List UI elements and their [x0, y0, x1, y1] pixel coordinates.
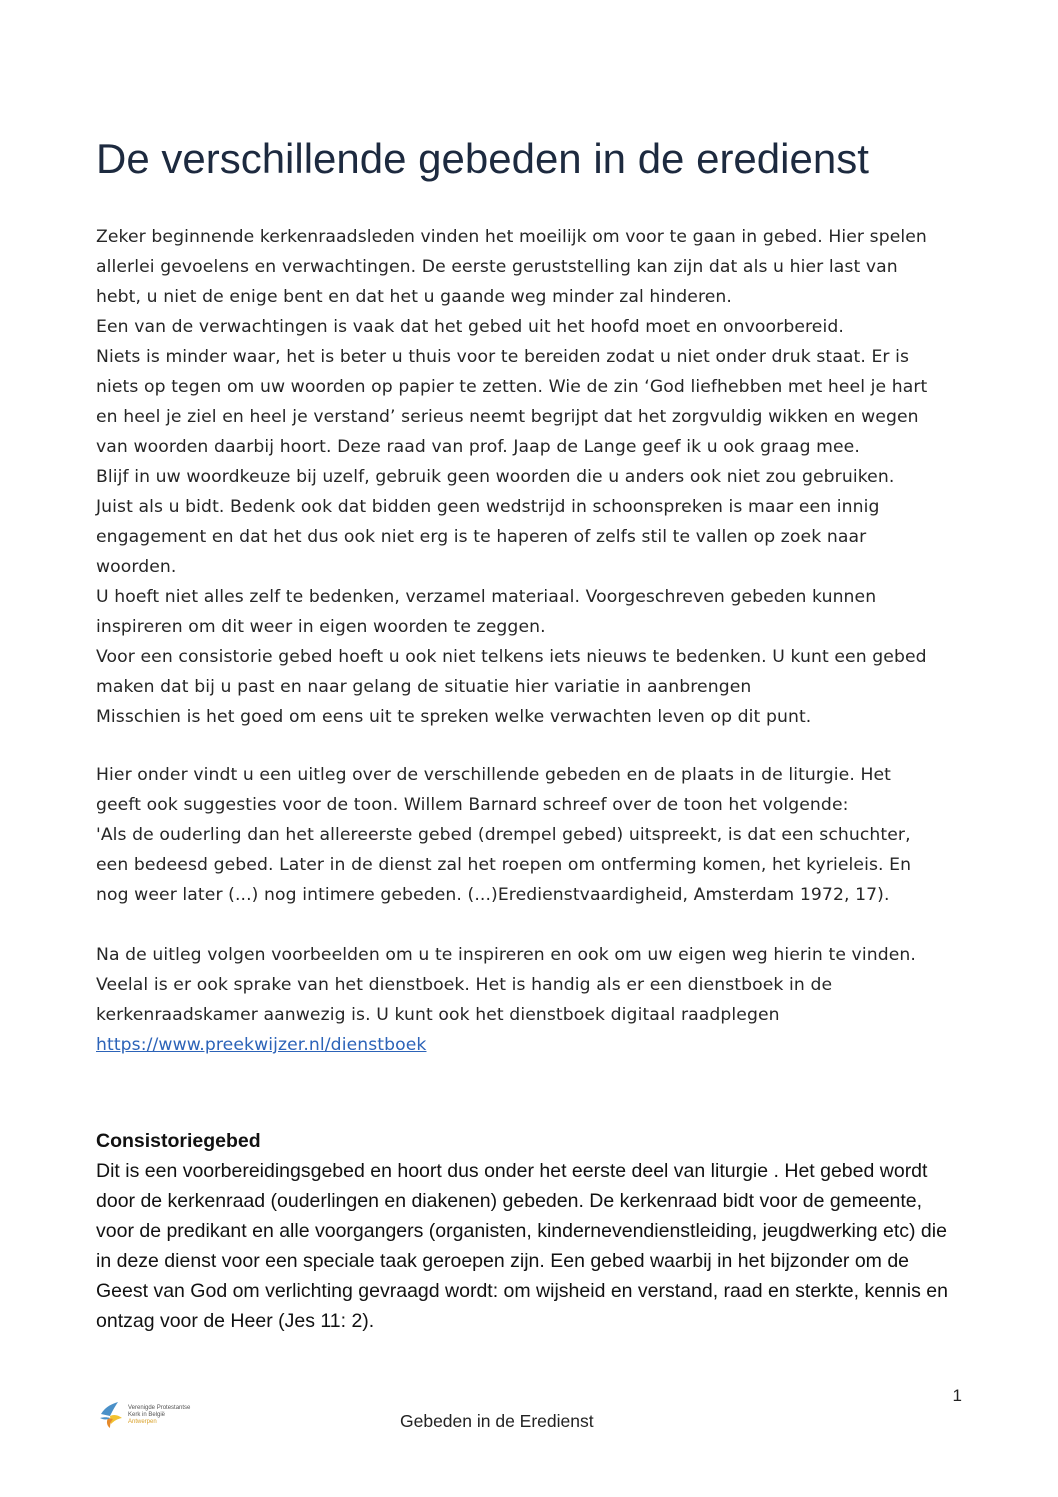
explanation-line: Hier onder vindt u een uitleg over de verschillende gebeden en de plaats in de liturgie. Het: [96, 765, 892, 785]
explanation-line: 'Als de ouderling dan het allereerste gebed (drempel gebed) uitspreekt, is dat een schuchter,: [96, 825, 911, 845]
intro-line: maken dat bij u past en naar gelang de situatie hier variatie in aanbrengen: [96, 677, 752, 697]
explanation-line: nog weer later (...) nog intimere gebeden. (...)Eredienstvaardigheid, Amsterdam 1972, 17).: [96, 885, 890, 905]
examples-line: Veelal is er ook sprake van het dienstboek. Het is handig als er een dienstboek in de: [96, 975, 833, 995]
consistorie-line: Dit is een voorbereidingsgebed en hoort dus onder het eerste deel van liturgie . Het gebed wordt: [96, 1160, 928, 1182]
logo-subline: Antwerpen: [128, 1418, 157, 1425]
explanation-section: [96, 760, 976, 910]
examples-line: kerkenraadskamer aanwezig is. U kunt ook het dienstboek digitaal raadplegen: [96, 1005, 780, 1025]
explanation-line: een bedeesd gebed. Later in de dienst zal het roepen om ontferming komen, het kyrieleis. En: [96, 855, 912, 875]
church-logo: [98, 1395, 208, 1435]
consistorie-line: Geest van God om verlichting gevraagd wordt: om wijsheid en verstand, raad en sterkte, kennis en: [96, 1280, 948, 1302]
intro-line: Een van de verwachtingen is vaak dat het gebed uit het hoofd moet en onvoorbereid.: [96, 317, 844, 337]
intro-section: [96, 222, 976, 732]
page-number: 1: [952, 1386, 962, 1405]
intro-line: inspireren om dit weer in eigen woorden te zeggen.: [96, 617, 546, 637]
intro-line: en heel je ziel en heel je verstand’ serieus neemt begrijpt dat het zorgvuldig wikken en wegen: [96, 407, 919, 427]
intro-line: U hoeft niet alles zelf te bedenken, verzamel materiaal. Voorgeschreven gebeden kunnen: [96, 587, 877, 607]
dienstboek-link[interactable]: https://www.preekwijzer.nl/dienstboek: [96, 1035, 427, 1055]
page-title: De verschillende gebeden in de eredienst: [96, 135, 869, 182]
intro-line: woorden.: [96, 557, 177, 577]
intro-line: van woorden daarbij hoort. Deze raad van prof. Jaap de Lange geef ik u ook graag mee.: [96, 437, 860, 457]
intro-line: Misschien is het goed om eens uit te spreken welke verwachten leven op dit punt.: [96, 707, 812, 727]
intro-line: Blijf in uw woordkeuze bij uzelf, gebruik geen woorden die u anders ook niet zou gebruiken.: [96, 467, 895, 487]
intro-line: engagement en dat het dus ook niet erg is te haperen of zelfs stil te vallen op zoek naar: [96, 527, 867, 547]
intro-line: Zeker beginnende kerkenraadsleden vinden het moeilijk om voor te gaan in gebed. Hier spelen: [96, 227, 927, 247]
explanation-line: geeft ook suggesties voor de toon. Willem Barnard schreef over de toon het volgende:: [96, 795, 849, 815]
intro-line: Niets is minder waar, het is beter u thuis voor te bereiden zodat u niet onder druk staat. Er is: [96, 347, 910, 367]
consistorie-section: [96, 1126, 976, 1336]
logo-line: Verenigde Protestantse: [128, 1404, 191, 1411]
footer-title: Gebeden in de Eredienst: [400, 1411, 594, 1431]
examples-line: Na de uitleg volgen voorbeelden om u te inspireren en ook om uw eigen weg hierin te vinden.: [96, 945, 916, 965]
logo-line: Kerk in België: [128, 1411, 166, 1418]
consistorie-line: voor de predikant en alle voorgangers (organisten, kindernevendienstleiding, jeugdwerking etc) die: [96, 1220, 947, 1242]
dove-logo-icon: [98, 1400, 124, 1430]
intro-line: Juist als u bidt. Bedenk ook dat bidden geen wedstrijd in schoonspreken is maar een innig: [96, 497, 880, 517]
consistorie-line: door de kerkenraad (ouderlingen en diakenen) gebeden. De kerkenraad bidt voor de gemeente,: [96, 1190, 923, 1212]
intro-line: Voor een consistorie gebed hoeft u ook niet telkens iets nieuws te bedenken. U kunt een gebed: [96, 647, 927, 667]
section-heading: Consistoriegebed: [96, 1130, 261, 1152]
intro-line: niets op tegen om uw woorden op papier te zetten. Wie de zin ‘God liefhebben met heel je hart: [96, 377, 928, 397]
intro-line: allerlei gevoelens en verwachtingen. De eerste geruststelling kan zijn dat als u hier last van: [96, 257, 898, 277]
logo-wordmark: [128, 1405, 190, 1426]
consistorie-line: in deze dienst voor een speciale taak geroepen zijn. Een gebed waarbij in het bijzonder om de: [96, 1250, 910, 1272]
examples-section: [96, 940, 976, 1060]
intro-line: hebt, u niet de enige bent en dat het u gaande weg minder zal hinderen.: [96, 287, 732, 307]
consistorie-line: ontzag voor de Heer (Jes 11: 2).: [96, 1310, 375, 1332]
